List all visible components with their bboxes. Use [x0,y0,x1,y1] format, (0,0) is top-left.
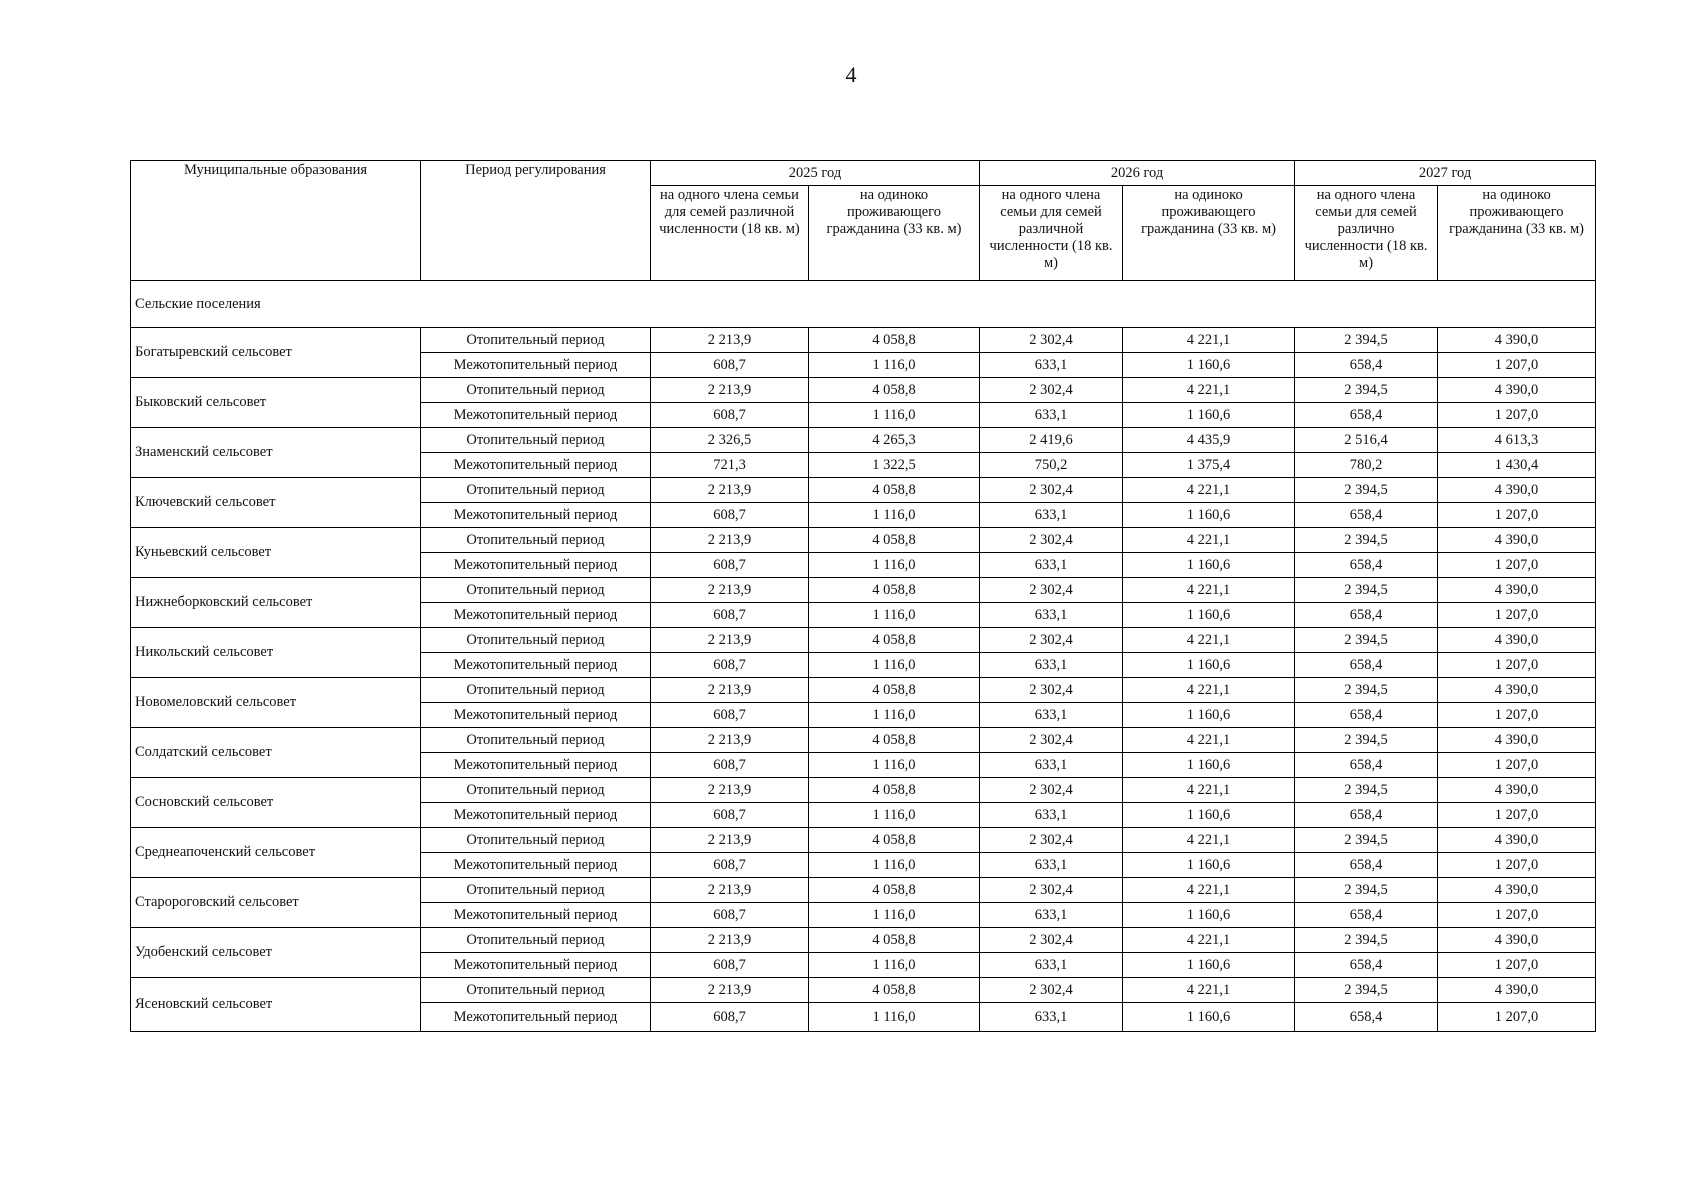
tariff-value: 4 058,8 [809,978,980,1003]
tariff-value: 2 302,4 [980,878,1123,903]
municipality-name: Знаменский сельсовет [131,428,421,478]
period-heating: Отопительный период [421,878,651,903]
period-heating: Отопительный период [421,978,651,1003]
header-2027-per-member: на одного члена семьи для семей различно численности (18 кв. м) [1295,186,1438,281]
table-row [131,778,1596,803]
tariff-value: 4 435,9 [1123,428,1295,453]
tariff-value: 2 394,5 [1295,628,1438,653]
table-row [131,378,1596,403]
tariff-value: 1 375,4 [1123,453,1295,478]
period-heating: Отопительный период [421,778,651,803]
section-row [131,281,1596,328]
tariff-value: 1 160,6 [1123,753,1295,778]
tariff-value: 1 160,6 [1123,603,1295,628]
tariff-value: 2 213,9 [651,678,809,703]
tariff-value: 2 302,4 [980,378,1123,403]
tariff-value: 2 302,4 [980,928,1123,953]
tariff-value: 4 390,0 [1438,928,1596,953]
tariff-value: 633,1 [980,653,1123,678]
tariff-value: 1 207,0 [1438,703,1596,728]
tariff-value: 4 390,0 [1438,378,1596,403]
municipality-name: Быковский сельсовет [131,378,421,428]
tariff-value: 4 058,8 [809,828,980,853]
section-title: Сельские поселения [131,281,1596,328]
header-2027-single: на одиноко проживающего гражданина (33 кв. м) [1438,186,1596,281]
tariff-value: 750,2 [980,453,1123,478]
tariff-value: 4 058,8 [809,628,980,653]
tariff-value: 633,1 [980,903,1123,928]
tariff-value: 1 207,0 [1438,953,1596,978]
tariff-value: 1 116,0 [809,503,980,528]
tariff-value: 2 213,9 [651,878,809,903]
period-heating: Отопительный период [421,828,651,853]
tariff-value: 4 221,1 [1123,578,1295,603]
tariff-value: 658,4 [1295,403,1438,428]
table-row [131,478,1596,503]
period-nonheating: Межотопительный период [421,753,651,778]
tariff-value: 608,7 [651,703,809,728]
period-nonheating: Межотопительный период [421,953,651,978]
tariff-value: 633,1 [980,853,1123,878]
tariff-value: 4 390,0 [1438,978,1596,1003]
tariff-value: 1 116,0 [809,953,980,978]
tariff-value: 658,4 [1295,1003,1438,1032]
tariff-value: 4 390,0 [1438,778,1596,803]
period-nonheating: Межотопительный период [421,503,651,528]
tariff-value: 633,1 [980,703,1123,728]
period-heating: Отопительный период [421,578,651,603]
tariff-value: 608,7 [651,503,809,528]
header-row-years [131,161,1596,186]
tariff-value: 2 302,4 [980,828,1123,853]
tariff-value: 608,7 [651,903,809,928]
tariff-value: 1 160,6 [1123,503,1295,528]
tariff-value: 2 213,9 [651,478,809,503]
tariff-value: 4 058,8 [809,328,980,353]
tariff-value: 2 213,9 [651,578,809,603]
page-number: 4 [845,62,857,87]
tariff-value: 633,1 [980,603,1123,628]
tariff-value: 608,7 [651,553,809,578]
tariff-value: 658,4 [1295,953,1438,978]
header-2026-single: на одиноко проживающего гражданина (33 кв. м) [1123,186,1295,281]
tariff-value: 2 326,5 [651,428,809,453]
tariff-value: 2 213,9 [651,628,809,653]
municipality-name: Солдатский сельсовет [131,728,421,778]
table-row [131,928,1596,953]
tariff-value: 658,4 [1295,603,1438,628]
tariff-value: 4 221,1 [1123,378,1295,403]
tariff-value: 658,4 [1295,653,1438,678]
tariff-value: 4 390,0 [1438,578,1596,603]
tariff-value: 4 221,1 [1123,528,1295,553]
tariff-value: 1 207,0 [1438,403,1596,428]
tariff-value: 1 207,0 [1438,853,1596,878]
municipality-name: Богатыревский сельсовет [131,328,421,378]
tariff-value: 633,1 [980,403,1123,428]
tariff-value: 658,4 [1295,353,1438,378]
tariff-value: 1 207,0 [1438,553,1596,578]
period-heating: Отопительный период [421,428,651,453]
tariff-value: 2 394,5 [1295,478,1438,503]
tariff-value: 608,7 [651,603,809,628]
tariff-value: 2 302,4 [980,728,1123,753]
tariff-value: 2 394,5 [1295,828,1438,853]
tariff-value: 608,7 [651,753,809,778]
tariff-value: 658,4 [1295,503,1438,528]
tariff-value: 1 207,0 [1438,353,1596,378]
tariff-value: 608,7 [651,853,809,878]
header-2026-per-member: на одного члена семьи для семей различной численности (18 кв. м) [980,186,1123,281]
tariff-value: 1 160,6 [1123,803,1295,828]
tariff-table [130,160,1596,1032]
table-row [131,978,1596,1003]
tariff-value: 1 116,0 [809,603,980,628]
tariff-value: 633,1 [980,353,1123,378]
tariff-value: 633,1 [980,803,1123,828]
period-nonheating: Межотопительный период [421,903,651,928]
period-heating: Отопительный период [421,528,651,553]
tariff-value: 633,1 [980,953,1123,978]
tariff-value: 4 221,1 [1123,478,1295,503]
tariff-value: 608,7 [651,653,809,678]
tariff-value: 2 394,5 [1295,728,1438,753]
municipality-name: Среднеапоченский сельсовет [131,828,421,878]
period-nonheating: Межотопительный период [421,553,651,578]
municipality-name: Ясеновский сельсовет [131,978,421,1032]
period-nonheating: Межотопительный период [421,603,651,628]
tariff-value: 2 213,9 [651,978,809,1003]
tariff-value: 2 516,4 [1295,428,1438,453]
tariff-value: 2 213,9 [651,328,809,353]
tariff-value: 2 213,9 [651,528,809,553]
tariff-value: 1 160,6 [1123,553,1295,578]
tariff-value: 658,4 [1295,553,1438,578]
tariff-value: 608,7 [651,353,809,378]
period-heating: Отопительный период [421,928,651,953]
tariff-value: 1 116,0 [809,853,980,878]
tariff-value: 4 390,0 [1438,478,1596,503]
tariff-value: 4 058,8 [809,928,980,953]
period-heating: Отопительный период [421,328,651,353]
header-period: Период регулирования [421,161,651,281]
period-nonheating: Межотопительный период [421,853,651,878]
tariff-value: 4 390,0 [1438,678,1596,703]
municipality-name: Куньевский сельсовет [131,528,421,578]
period-heating: Отопительный период [421,478,651,503]
tariff-value: 633,1 [980,503,1123,528]
tariff-value: 2 302,4 [980,628,1123,653]
tariff-value: 4 613,3 [1438,428,1596,453]
tariff-value: 1 207,0 [1438,653,1596,678]
tariff-value: 2 302,4 [980,978,1123,1003]
tariff-value: 4 058,8 [809,378,980,403]
tariff-value: 658,4 [1295,753,1438,778]
tariff-value: 4 390,0 [1438,328,1596,353]
tariff-value: 1 160,6 [1123,403,1295,428]
tariff-value: 721,3 [651,453,809,478]
tariff-value: 608,7 [651,403,809,428]
period-nonheating: Межотопительный период [421,453,651,478]
tariff-value: 1 160,6 [1123,853,1295,878]
tariff-value: 2 302,4 [980,678,1123,703]
tariff-value: 1 116,0 [809,653,980,678]
tariff-value: 4 221,1 [1123,878,1295,903]
tariff-value: 4 058,8 [809,678,980,703]
tariff-value: 658,4 [1295,853,1438,878]
period-heating: Отопительный период [421,728,651,753]
header-year-2025: 2025 год [651,161,980,186]
tariff-value: 2 213,9 [651,778,809,803]
tariff-value: 4 221,1 [1123,628,1295,653]
tariff-value: 4 390,0 [1438,828,1596,853]
tariff-value: 1 207,0 [1438,753,1596,778]
tariff-value: 633,1 [980,753,1123,778]
tariff-value: 1 430,4 [1438,453,1596,478]
tariff-value: 4 058,8 [809,528,980,553]
tariff-value: 2 302,4 [980,328,1123,353]
period-nonheating: Межотопительный период [421,1003,651,1032]
tariff-value: 1 116,0 [809,553,980,578]
tariff-value: 1 160,6 [1123,703,1295,728]
tariff-value: 780,2 [1295,453,1438,478]
tariff-value: 1 116,0 [809,1003,980,1032]
header-year-2027: 2027 год [1295,161,1596,186]
tariff-value: 1 207,0 [1438,803,1596,828]
table-row [131,528,1596,553]
tariff-value: 2 213,9 [651,378,809,403]
tariff-value: 1 160,6 [1123,953,1295,978]
tariff-value: 4 221,1 [1123,728,1295,753]
municipality-name: Старороговский сельсовет [131,878,421,928]
tariff-value: 658,4 [1295,703,1438,728]
tariff-value: 658,4 [1295,903,1438,928]
tariff-value: 2 302,4 [980,578,1123,603]
tariff-value: 2 302,4 [980,478,1123,503]
tariff-value: 4 221,1 [1123,978,1295,1003]
tariff-value: 4 390,0 [1438,878,1596,903]
table-row [131,728,1596,753]
tariff-value: 2 302,4 [980,778,1123,803]
tariff-value: 2 213,9 [651,928,809,953]
period-nonheating: Межотопительный период [421,403,651,428]
table-row [131,328,1596,353]
tariff-value: 1 116,0 [809,803,980,828]
tariff-value: 4 058,8 [809,778,980,803]
tariff-value: 1 207,0 [1438,1003,1596,1032]
period-heating: Отопительный период [421,678,651,703]
header-year-2026: 2026 год [980,161,1295,186]
tariff-value: 4 221,1 [1123,678,1295,703]
tariff-value: 4 390,0 [1438,728,1596,753]
tariff-value: 2 394,5 [1295,878,1438,903]
municipality-name: Никольский сельсовет [131,628,421,678]
tariff-value: 2 213,9 [651,828,809,853]
period-heating: Отопительный период [421,378,651,403]
table-row [131,578,1596,603]
municipality-name: Нижнеборковский сельсовет [131,578,421,628]
tariff-value: 633,1 [980,1003,1123,1032]
tariff-value: 2 394,5 [1295,978,1438,1003]
tariff-value: 1 160,6 [1123,353,1295,378]
table-body [131,281,1596,1032]
tariff-value: 4 058,8 [809,728,980,753]
tariff-value: 4 058,8 [809,578,980,603]
tariff-value: 4 221,1 [1123,928,1295,953]
tariff-value: 4 221,1 [1123,828,1295,853]
tariff-value: 658,4 [1295,803,1438,828]
header-2025-per-member: на одного члена семьи для семей различной численности (18 кв. м) [651,186,809,281]
table-row [131,428,1596,453]
tariff-value: 4 221,1 [1123,328,1295,353]
tariff-value: 1 322,5 [809,453,980,478]
tariff-value: 2 394,5 [1295,378,1438,403]
table-row [131,828,1596,853]
tariff-value: 608,7 [651,803,809,828]
period-heating: Отопительный период [421,628,651,653]
tariff-value: 1 207,0 [1438,503,1596,528]
tariff-value: 2 394,5 [1295,578,1438,603]
period-nonheating: Межотопительный период [421,703,651,728]
tariff-value: 2 394,5 [1295,778,1438,803]
tariff-value: 1 160,6 [1123,1003,1295,1032]
tariff-value: 2 394,5 [1295,678,1438,703]
tariff-value: 2 419,6 [980,428,1123,453]
tariff-value: 4 390,0 [1438,628,1596,653]
tariff-value: 4 058,8 [809,878,980,903]
tariff-value: 4 058,8 [809,478,980,503]
tariff-value: 633,1 [980,553,1123,578]
municipality-name: Новомеловский сельсовет [131,678,421,728]
tariff-value: 2 302,4 [980,528,1123,553]
tariff-value: 1 116,0 [809,753,980,778]
municipality-name: Сосновский сельсовет [131,778,421,828]
period-nonheating: Межотопительный период [421,803,651,828]
tariff-value: 1 116,0 [809,353,980,378]
tariff-value: 2 394,5 [1295,928,1438,953]
municipality-name: Ключевский сельсовет [131,478,421,528]
tariff-value: 4 221,1 [1123,778,1295,803]
period-nonheating: Межотопительный период [421,653,651,678]
tariff-value: 1 160,6 [1123,653,1295,678]
table-row [131,878,1596,903]
tariff-value: 1 116,0 [809,903,980,928]
header-municipality: Муниципальные образования [131,161,421,281]
tariff-value: 4 390,0 [1438,528,1596,553]
header-2025-single: на одиноко проживающего гражданина (33 кв. м) [809,186,980,281]
tariff-value: 1 207,0 [1438,603,1596,628]
table-row [131,628,1596,653]
tariff-value: 1 207,0 [1438,903,1596,928]
tariff-value: 1 116,0 [809,703,980,728]
tariff-value: 2 213,9 [651,728,809,753]
tariff-value: 608,7 [651,953,809,978]
tariff-value: 2 394,5 [1295,328,1438,353]
municipality-name: Удобенский сельсовет [131,928,421,978]
tariff-value: 2 394,5 [1295,528,1438,553]
period-nonheating: Межотопительный период [421,353,651,378]
tariff-value: 1 116,0 [809,403,980,428]
tariff-value: 1 160,6 [1123,903,1295,928]
table-row [131,678,1596,703]
tariff-value: 4 265,3 [809,428,980,453]
tariff-value: 608,7 [651,1003,809,1032]
